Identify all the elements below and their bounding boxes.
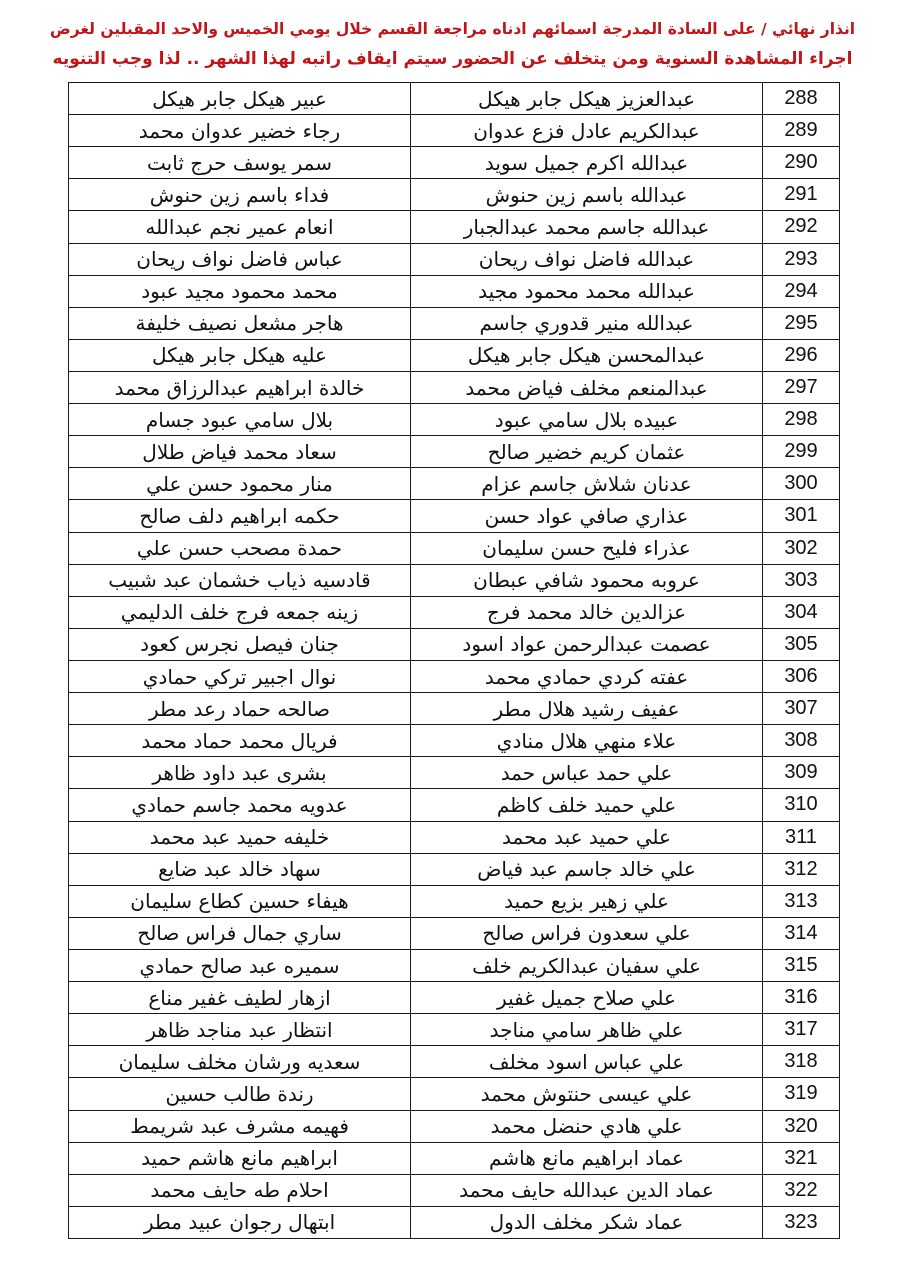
table-row <box>69 500 840 532</box>
secondary-name: فداء باسم زين حنوش <box>69 179 411 211</box>
row-number: 317 <box>763 1014 840 1046</box>
primary-name: علي عباس اسود مخلف <box>411 1046 763 1078</box>
primary-name: علي حمد عباس حمد <box>411 757 763 789</box>
secondary-name: خالدة ابراهيم عبدالرزاق محمد <box>69 371 411 403</box>
table-row <box>69 275 840 307</box>
secondary-name: زينه جمعه فرج خلف الدليمي <box>69 596 411 628</box>
row-number: 315 <box>763 949 840 981</box>
primary-name: عروبه محمود شافي عبطان <box>411 564 763 596</box>
secondary-name: صالحه حماد رعد مطر <box>69 693 411 725</box>
row-number: 302 <box>763 532 840 564</box>
primary-name: علي حميد عبد محمد <box>411 821 763 853</box>
secondary-name: عبير هيكل جابر هيكل <box>69 83 411 115</box>
table-row <box>69 1174 840 1206</box>
row-number: 299 <box>763 436 840 468</box>
table-row <box>69 660 840 692</box>
notice-header <box>40 14 865 74</box>
table-row <box>69 1078 840 1110</box>
primary-name: عبدالله منير قدوري جاسم <box>411 307 763 339</box>
secondary-name: رندة طالب حسين <box>69 1078 411 1110</box>
primary-name: علاء منهي هلال منادي <box>411 725 763 757</box>
secondary-name: بلال سامي عبود جسام <box>69 404 411 436</box>
table-row <box>69 982 840 1014</box>
row-number: 290 <box>763 147 840 179</box>
row-number: 301 <box>763 500 840 532</box>
primary-name: عبدالكريم عادل فزع عدوان <box>411 115 763 147</box>
secondary-name: منار محمود حسن علي <box>69 468 411 500</box>
table-row <box>69 1014 840 1046</box>
secondary-name: سميره عبد صالح حمادي <box>69 949 411 981</box>
row-number: 293 <box>763 243 840 275</box>
table-row <box>69 949 840 981</box>
row-number: 303 <box>763 564 840 596</box>
row-number: 296 <box>763 339 840 371</box>
row-number: 294 <box>763 275 840 307</box>
table-row <box>69 1110 840 1142</box>
primary-name: عدنان شلاش جاسم عزام <box>411 468 763 500</box>
table-row <box>69 339 840 371</box>
notice-line-2: اجراء المشاهدة السنوية ومن يتخلف عن الحضور سيتم ايقاف راتبه لهذا الشهر .. لذا وجب التنويه <box>52 49 853 69</box>
primary-name: عماد ابراهيم مانع هاشم <box>411 1142 763 1174</box>
row-number: 305 <box>763 628 840 660</box>
row-number: 295 <box>763 307 840 339</box>
primary-name: عذراء فليح حسن سليمان <box>411 532 763 564</box>
table-row <box>69 757 840 789</box>
table-row <box>69 1142 840 1174</box>
table-row <box>69 693 840 725</box>
table-row <box>69 725 840 757</box>
secondary-name: حكمه ابراهيم دلف صالح <box>69 500 411 532</box>
row-number: 323 <box>763 1206 840 1238</box>
primary-name: عبدالله باسم زين حنوش <box>411 179 763 211</box>
table-row <box>69 179 840 211</box>
row-number: 292 <box>763 211 840 243</box>
table-row <box>69 853 840 885</box>
row-number: 298 <box>763 404 840 436</box>
table-row <box>69 83 840 115</box>
secondary-name: فهيمه مشرف عبد شريمط <box>69 1110 411 1142</box>
secondary-name: محمد محمود مجيد عبود <box>69 275 411 307</box>
table-row <box>69 628 840 660</box>
primary-name: علي سعدون فراس صالح <box>411 917 763 949</box>
secondary-name: حمدة مصحب حسن علي <box>69 532 411 564</box>
secondary-name: سعاد محمد فياض طلال <box>69 436 411 468</box>
row-number: 310 <box>763 789 840 821</box>
primary-name: عفته كردي حمادي محمد <box>411 660 763 692</box>
row-number: 309 <box>763 757 840 789</box>
primary-name: عبدالله محمد محمود مجيد <box>411 275 763 307</box>
secondary-name: هيفاء حسين كطاع سليمان <box>69 885 411 917</box>
row-number: 311 <box>763 821 840 853</box>
primary-name: عبدالعزيز هيكل جابر هيكل <box>411 83 763 115</box>
row-number: 300 <box>763 468 840 500</box>
secondary-name: سعديه ورشان مخلف سليمان <box>69 1046 411 1078</box>
table-row <box>69 596 840 628</box>
primary-name: عفيف رشيد هلال مطر <box>411 693 763 725</box>
primary-name: عبدالله اكرم جميل سويد <box>411 147 763 179</box>
primary-name: عبدالمنعم مخلف فياض محمد <box>411 371 763 403</box>
row-number: 320 <box>763 1110 840 1142</box>
table-row <box>69 436 840 468</box>
table-row <box>69 404 840 436</box>
secondary-name: سهاد خالد عبد ضايع <box>69 853 411 885</box>
row-number: 306 <box>763 660 840 692</box>
primary-name: علي صلاح جميل غفير <box>411 982 763 1014</box>
row-number: 308 <box>763 725 840 757</box>
table-row <box>69 243 840 275</box>
primary-name: عزالدين خالد محمد فرج <box>411 596 763 628</box>
row-number: 314 <box>763 917 840 949</box>
table-row <box>69 917 840 949</box>
row-number: 288 <box>763 83 840 115</box>
secondary-name: عباس فاضل نواف ريحان <box>69 243 411 275</box>
secondary-name: هاجر مشعل نصيف خليفة <box>69 307 411 339</box>
primary-name: عبيده بلال سامي عبود <box>411 404 763 436</box>
secondary-name: انعام عمير نجم عبدالله <box>69 211 411 243</box>
table-row <box>69 1206 840 1238</box>
secondary-name: ازهار لطيف غفير مناع <box>69 982 411 1014</box>
row-number: 291 <box>763 179 840 211</box>
notice-line-1: انذار نهائي / على السادة المدرجة اسمائهم ادناه مراجعة القسم خلال يومي الخميس والاحد المقبلين لغرض <box>49 20 856 38</box>
row-number: 297 <box>763 371 840 403</box>
secondary-name: قادسيه ذياب خشمان عبد شبيب <box>69 564 411 596</box>
primary-name: عماد الدين عبدالله حايف محمد <box>411 1174 763 1206</box>
primary-name: عبدالله جاسم محمد عبدالجبار <box>411 211 763 243</box>
table-row <box>69 789 840 821</box>
secondary-name: ساري جمال فراس صالح <box>69 917 411 949</box>
primary-name: عذاري صافي عواد حسن <box>411 500 763 532</box>
table-row <box>69 564 840 596</box>
primary-name: علي ظاهر سامي مناجد <box>411 1014 763 1046</box>
row-number: 307 <box>763 693 840 725</box>
secondary-name: نوال اجبير تركي حمادي <box>69 660 411 692</box>
secondary-name: ابتهال رجوان عبيد مطر <box>69 1206 411 1238</box>
row-number: 321 <box>763 1142 840 1174</box>
primary-name: عثمان كريم خضير صالح <box>411 436 763 468</box>
primary-name: عصمت عبدالرحمن عواد اسود <box>411 628 763 660</box>
table-row <box>69 147 840 179</box>
row-number: 313 <box>763 885 840 917</box>
table-row <box>69 468 840 500</box>
table-row <box>69 211 840 243</box>
primary-name: علي سفيان عبدالكريم خلف <box>411 949 763 981</box>
secondary-name: خليفه حميد عبد محمد <box>69 821 411 853</box>
primary-name: علي عيسى حنتوش محمد <box>411 1078 763 1110</box>
row-number: 322 <box>763 1174 840 1206</box>
row-number: 318 <box>763 1046 840 1078</box>
secondary-name: عليه هيكل جابر هيكل <box>69 339 411 371</box>
primary-name: علي حميد خلف كاظم <box>411 789 763 821</box>
row-number: 316 <box>763 982 840 1014</box>
secondary-name: عدويه محمد جاسم حمادي <box>69 789 411 821</box>
table-row <box>69 115 840 147</box>
table-row <box>69 885 840 917</box>
names-table <box>68 82 840 1239</box>
secondary-name: انتظار عبد مناجد ظاهر <box>69 1014 411 1046</box>
secondary-name: بشرى عبد داود ظاهر <box>69 757 411 789</box>
table-row <box>69 1046 840 1078</box>
table-row <box>69 532 840 564</box>
table-row <box>69 821 840 853</box>
table-row <box>69 307 840 339</box>
primary-name: عبدالمحسن هيكل جابر هيكل <box>411 339 763 371</box>
primary-name: عبدالله فاضل نواف ريحان <box>411 243 763 275</box>
names-table-body <box>69 83 840 1239</box>
secondary-name: رجاء خضير عدوان محمد <box>69 115 411 147</box>
secondary-name: سمر يوسف حرج ثابت <box>69 147 411 179</box>
primary-name: علي خالد جاسم عبد فياض <box>411 853 763 885</box>
table-row <box>69 371 840 403</box>
row-number: 289 <box>763 115 840 147</box>
secondary-name: احلام طه حايف محمد <box>69 1174 411 1206</box>
secondary-name: فريال محمد حماد محمد <box>69 725 411 757</box>
primary-name: عماد شكر مخلف الدول <box>411 1206 763 1238</box>
row-number: 304 <box>763 596 840 628</box>
secondary-name: ابراهيم مانع هاشم حميد <box>69 1142 411 1174</box>
secondary-name: جنان فيصل نجرس كعود <box>69 628 411 660</box>
primary-name: علي هادي حنضل محمد <box>411 1110 763 1142</box>
row-number: 319 <box>763 1078 840 1110</box>
row-number: 312 <box>763 853 840 885</box>
primary-name: علي زهير بزيع حميد <box>411 885 763 917</box>
